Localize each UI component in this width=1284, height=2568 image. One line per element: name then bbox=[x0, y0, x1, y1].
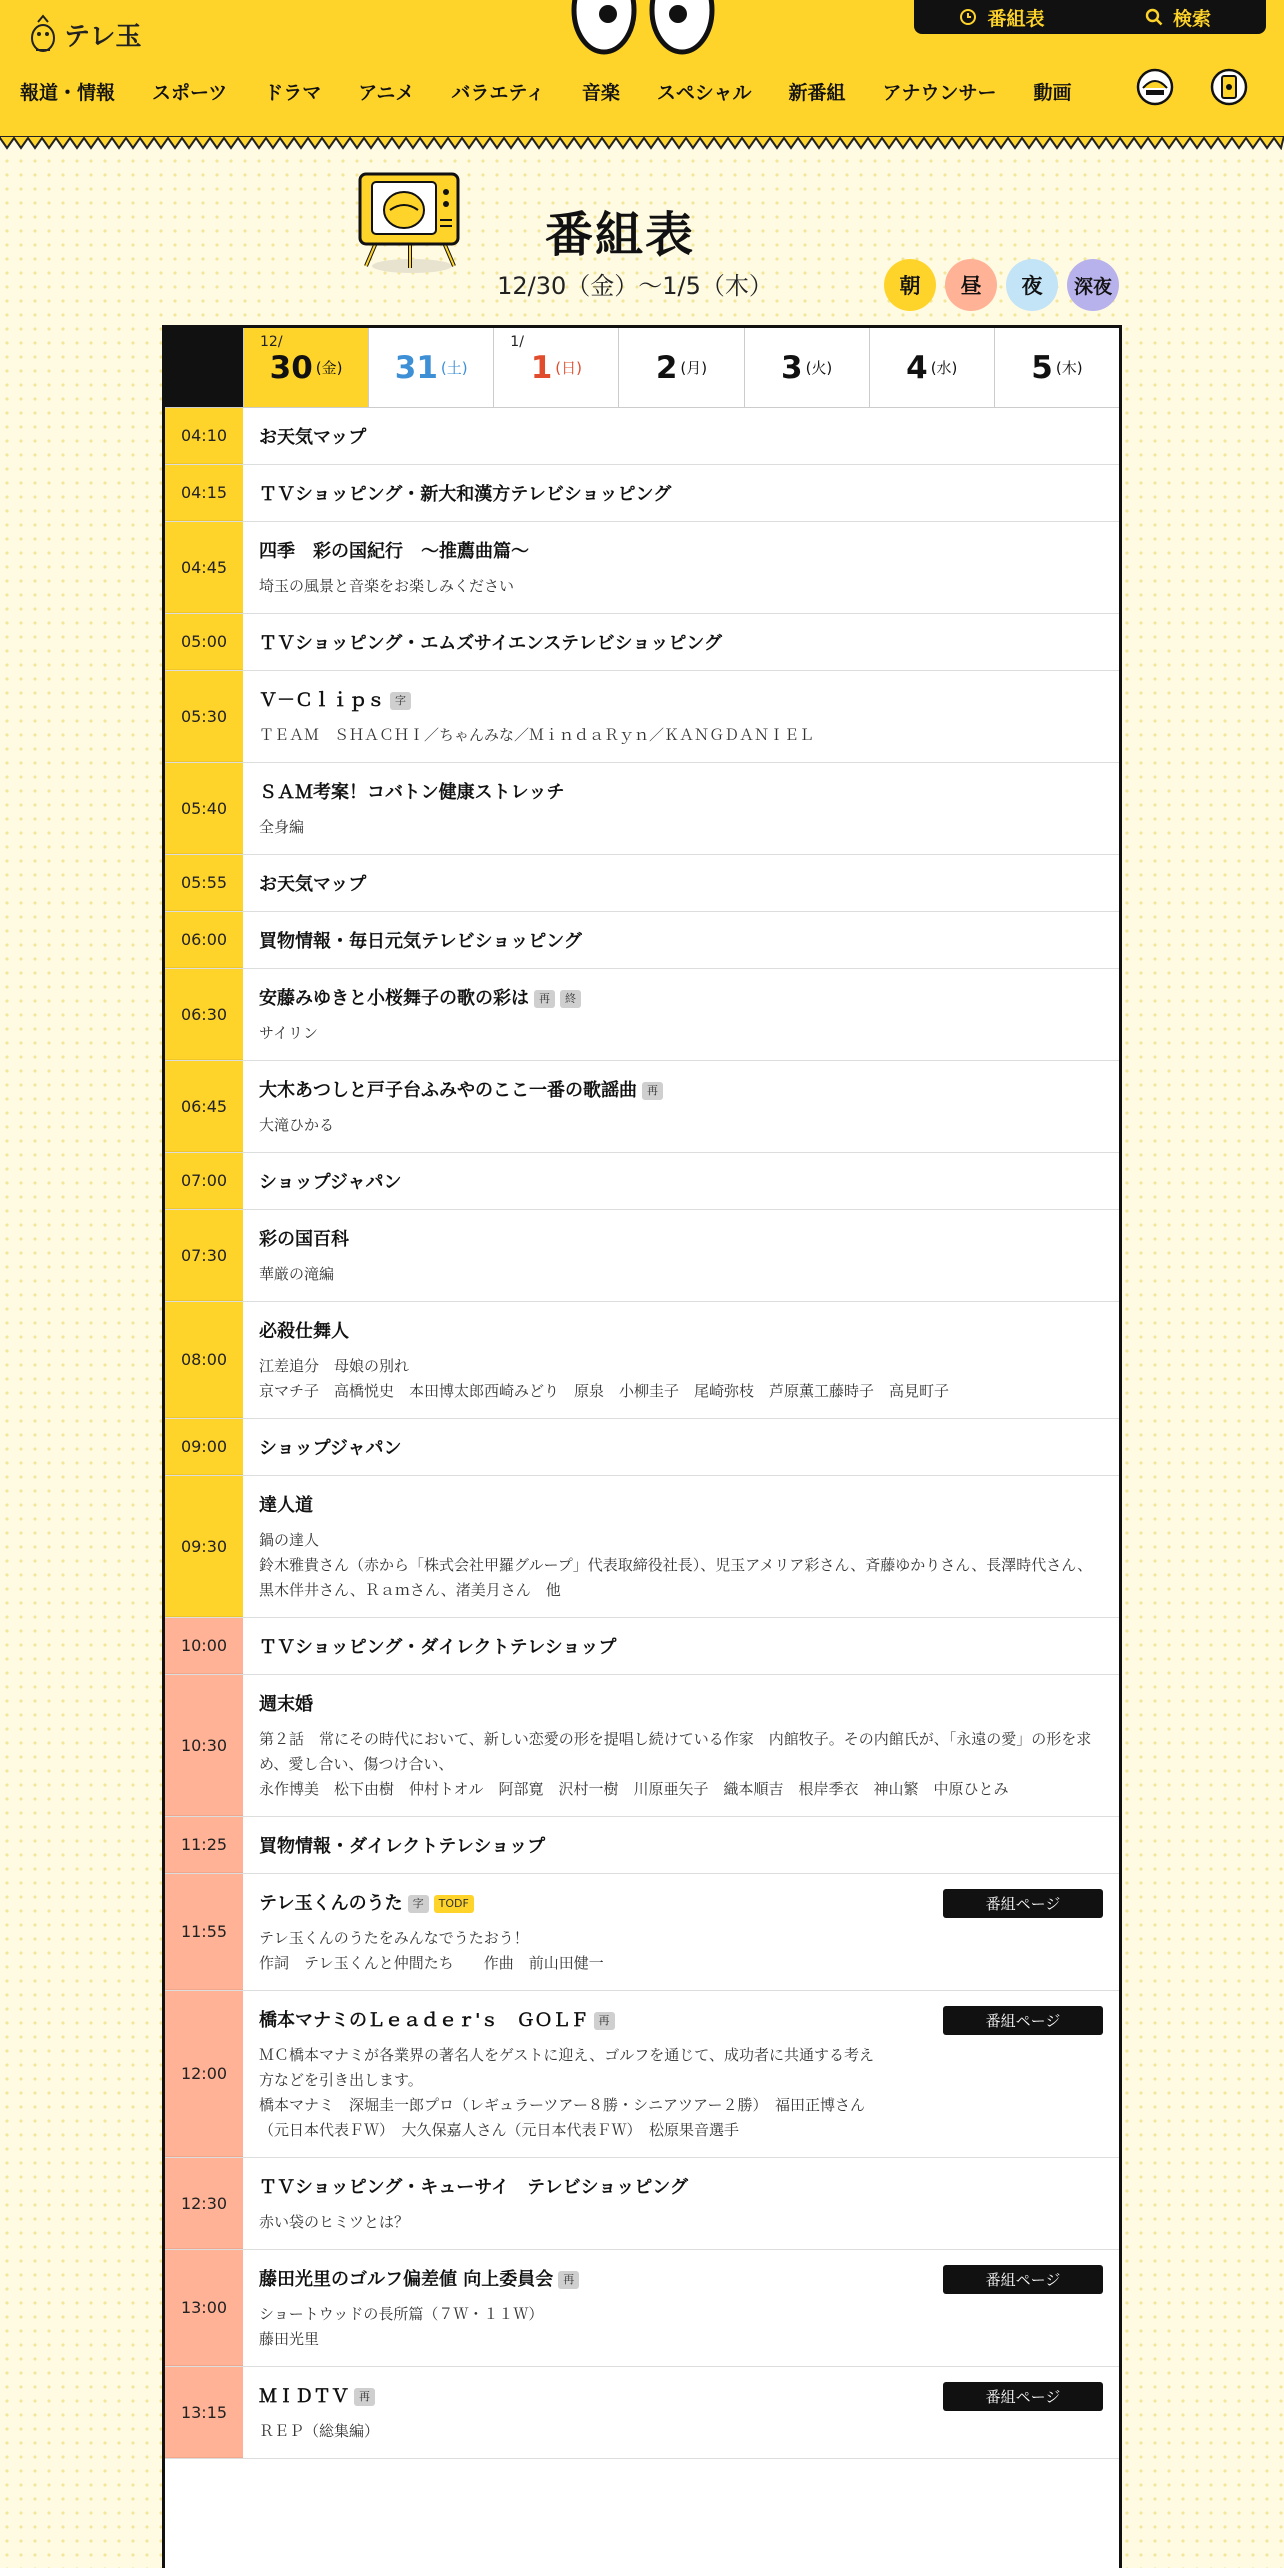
program-description-line: 京マチ子 高橋悦史 本田博太郎西崎みどり 原泉 小柳圭子 尾崎弥枝 芦原薫工藤時子 高見町子 bbox=[259, 1382, 950, 1400]
time-button-morning-label: 朝 bbox=[899, 274, 921, 298]
program-page-button[interactable]: 番組ページ bbox=[943, 2265, 1103, 2294]
program-title-text: 安藤みゆきと小桜舞子の歌の彩は bbox=[259, 988, 529, 1009]
day-tab[interactable] bbox=[994, 328, 1119, 407]
program-description-line: 永作博美 松下由樹 仲村トオル 阿部寛 沢村一樹 川原亜矢子 織本順吉 根岸季衣 神山繁 中原ひとみ bbox=[259, 1780, 1009, 1798]
program-time: 07:30 bbox=[165, 1210, 243, 1301]
nav-item-sports[interactable]: スポーツ bbox=[152, 81, 228, 104]
day-tab[interactable] bbox=[368, 328, 493, 407]
program-time: 08:00 bbox=[165, 1302, 243, 1418]
day-tab[interactable] bbox=[493, 328, 618, 407]
tetamakun-hat-icon[interactable] bbox=[1134, 62, 1176, 108]
program-title-text: テレ玉くんのうた bbox=[259, 1893, 403, 1914]
program-badge: 再 bbox=[642, 1082, 663, 1100]
program-title-text: お天気マップ bbox=[259, 427, 367, 448]
program-body bbox=[243, 1419, 1119, 1475]
day-tab[interactable] bbox=[243, 328, 368, 407]
day-tab[interactable] bbox=[744, 328, 869, 407]
day-tab-weekday: (木) bbox=[1055, 359, 1083, 377]
program-row[interactable] bbox=[165, 1419, 1119, 1476]
program-time: 05:55 bbox=[165, 855, 243, 911]
site-header bbox=[0, 0, 1284, 138]
top-utility-bar bbox=[914, 0, 1266, 34]
program-badge: 終 bbox=[560, 990, 581, 1008]
site-logo[interactable] bbox=[28, 14, 141, 54]
day-tab[interactable] bbox=[618, 328, 743, 407]
program-title[interactable] bbox=[259, 930, 1103, 954]
program-page-button[interactable]: 番組ページ bbox=[943, 2382, 1103, 2411]
day-selector bbox=[165, 328, 1119, 408]
program-body bbox=[243, 1210, 1119, 1301]
program-time: 05:00 bbox=[165, 614, 243, 670]
day-tab-month: 12/ bbox=[260, 334, 283, 350]
program-body bbox=[243, 912, 1119, 968]
program-title-text: ＳＡＭ考案！コバトン健康ストレッチ bbox=[259, 782, 565, 803]
program-description-line: 第２話 常にその時代において、新しい恋愛の形を提唱し続けている作家 内館牧子。その内館氏が、「永遠の愛」の形を求め、愛し合い、傷つけ合い、 bbox=[259, 1730, 1092, 1773]
program-time: 04:10 bbox=[165, 408, 243, 464]
program-description-line: 鍋の達人 bbox=[259, 1531, 320, 1549]
nav-item-videos[interactable]: 動画 bbox=[1033, 81, 1072, 104]
program-description-line: 橋本マナミ 深堀圭一郎プロ（レギュラーツアー８勝・シニアツアー２勝） 福田正博さん（元日本代表ＦＷ） 大久保嘉人さん（元日本代表ＦＷ） 松原果音選手 bbox=[259, 2096, 866, 2139]
program-time: 12:30 bbox=[165, 2158, 243, 2249]
program-time: 11:25 bbox=[165, 1817, 243, 1873]
program-title[interactable] bbox=[259, 2009, 879, 2033]
program-body bbox=[243, 855, 1119, 911]
clock-icon bbox=[959, 8, 977, 26]
program-title-text: ショップジャパン bbox=[259, 1438, 402, 1459]
program-time: 13:15 bbox=[165, 2367, 243, 2458]
time-button-late-night-label: 深夜 bbox=[1073, 275, 1112, 298]
day-tab-weekday: (土) bbox=[440, 359, 468, 377]
logo-text: テレ玉 bbox=[64, 21, 142, 52]
program-title[interactable] bbox=[259, 1228, 1103, 1252]
time-button-daytime[interactable] bbox=[945, 259, 997, 311]
page-title: 番組表 bbox=[544, 207, 695, 263]
schedule-table bbox=[162, 325, 1122, 2568]
program-time: 10:30 bbox=[165, 1675, 243, 1816]
program-title-text: 買物情報・毎日元気テレビショッピング bbox=[259, 931, 582, 952]
program-badge: 字 bbox=[408, 1895, 429, 1913]
program-description-line: ショートウッドの長所篇（７Ｗ・１１Ｗ） bbox=[259, 2305, 544, 2323]
program-time: 13:00 bbox=[165, 2250, 243, 2366]
program-title[interactable] bbox=[259, 873, 1103, 897]
program-row[interactable] bbox=[165, 1210, 1119, 1302]
nav-item-news[interactable]: 報道・情報 bbox=[20, 81, 116, 104]
program-row[interactable] bbox=[165, 1817, 1119, 1874]
header-zigzag-edge bbox=[0, 136, 1284, 150]
program-body bbox=[243, 522, 1119, 613]
program-description-line: 藤田光里 bbox=[259, 2330, 320, 2348]
program-body bbox=[243, 1061, 1119, 1152]
program-title-text: 彩の国百科 bbox=[259, 1229, 349, 1250]
day-tab-weekday: (火) bbox=[805, 359, 833, 377]
program-body bbox=[243, 465, 1119, 521]
mascot-eyes-icon bbox=[568, 0, 718, 60]
tetamakun-phone-icon[interactable] bbox=[1208, 62, 1250, 108]
program-title[interactable] bbox=[259, 2385, 879, 2409]
time-button-night[interactable] bbox=[1006, 259, 1058, 311]
program-row[interactable] bbox=[165, 855, 1119, 912]
program-description-line: 大滝ひかる bbox=[259, 1116, 335, 1134]
day-tab-number: 30 bbox=[269, 349, 313, 386]
program-row[interactable] bbox=[165, 763, 1119, 855]
program-description-line: サイリン bbox=[259, 1024, 318, 1042]
program-body bbox=[243, 1817, 1119, 1873]
program-title[interactable] bbox=[259, 1437, 1103, 1461]
day-tab-weekday: (日) bbox=[555, 359, 582, 377]
program-description bbox=[259, 1021, 1103, 1046]
nav-item-music[interactable]: 音楽 bbox=[581, 81, 620, 104]
program-row[interactable] bbox=[165, 408, 1119, 465]
program-time: 04:45 bbox=[165, 522, 243, 613]
program-title-text: 達人道 bbox=[259, 1495, 313, 1516]
schedule-link-label: 番組表 bbox=[987, 7, 1045, 30]
program-body bbox=[243, 2158, 1119, 2249]
program-title[interactable] bbox=[259, 1320, 1103, 1344]
day-tab-weekday: (水) bbox=[930, 359, 958, 377]
nav-item-drama[interactable]: ドラマ bbox=[264, 81, 322, 104]
program-row[interactable] bbox=[165, 1874, 1119, 1991]
search-link-label: 検索 bbox=[1172, 7, 1211, 30]
program-description-line: 江差追分 母娘の別れ bbox=[259, 1357, 410, 1375]
program-body bbox=[243, 1874, 1119, 1990]
program-time: 12:00 bbox=[165, 1991, 243, 2157]
program-description bbox=[259, 1354, 1103, 1404]
program-body bbox=[243, 671, 1119, 762]
nav-item-special[interactable]: スペシャル bbox=[656, 81, 752, 104]
program-description bbox=[259, 1926, 879, 1976]
program-title-text: ＭＩＤＴＶ bbox=[259, 2386, 349, 2407]
program-description bbox=[259, 2302, 879, 2352]
program-description bbox=[259, 2210, 1103, 2235]
program-row[interactable] bbox=[165, 1061, 1119, 1153]
program-body bbox=[243, 2367, 1119, 2458]
search-icon bbox=[1145, 8, 1163, 26]
program-description-line: 埼玉の風景と音楽をお楽しみください bbox=[259, 577, 515, 595]
program-badge: 再 bbox=[558, 2271, 579, 2289]
program-page-button[interactable]: 番組ページ bbox=[943, 2006, 1103, 2035]
day-tab-number: 4 bbox=[906, 349, 928, 386]
program-title[interactable] bbox=[259, 483, 1103, 507]
tetamakun-logo-icon bbox=[28, 14, 58, 54]
program-row[interactable] bbox=[165, 2367, 1119, 2459]
schedule-link[interactable] bbox=[914, 0, 1090, 34]
program-title[interactable] bbox=[259, 426, 1103, 450]
program-row[interactable] bbox=[165, 671, 1119, 763]
nav-item-variety[interactable]: バラエティ bbox=[451, 81, 545, 104]
time-button-night-label: 夜 bbox=[1021, 274, 1043, 298]
program-time: 09:00 bbox=[165, 1419, 243, 1475]
program-title-text: お天気マップ bbox=[259, 874, 367, 895]
search-link[interactable] bbox=[1090, 0, 1266, 34]
program-row[interactable] bbox=[165, 522, 1119, 614]
program-description bbox=[259, 574, 1103, 599]
program-title-text: 週末婚 bbox=[259, 1694, 313, 1715]
program-title-text: ＴＶショッピング・新大和漢方テレビショッピング bbox=[259, 484, 672, 505]
program-title-text: 藤田光里のゴルフ偏差値 向上委員会 bbox=[259, 2269, 554, 2290]
program-body bbox=[243, 969, 1119, 1060]
program-row[interactable] bbox=[165, 969, 1119, 1061]
program-description bbox=[259, 1727, 1103, 1802]
day-tab-month: 1/ bbox=[510, 334, 524, 350]
program-title[interactable] bbox=[259, 1892, 879, 1916]
program-body bbox=[243, 408, 1119, 464]
program-time: 11:55 bbox=[165, 1874, 243, 1990]
time-button-late-night[interactable] bbox=[1067, 259, 1119, 311]
program-page-button[interactable]: 番組ページ bbox=[943, 1889, 1103, 1918]
program-description bbox=[259, 815, 1103, 840]
program-title[interactable] bbox=[259, 689, 1103, 713]
program-title[interactable] bbox=[259, 1636, 1103, 1660]
time-button-morning[interactable] bbox=[884, 259, 936, 311]
time-button-daytime-label: 昼 bbox=[960, 274, 982, 298]
program-title[interactable] bbox=[259, 2268, 879, 2292]
program-body bbox=[243, 1476, 1119, 1617]
program-badge: 再 bbox=[594, 2012, 615, 2030]
program-badge: TODF bbox=[434, 1895, 474, 1913]
main-nav bbox=[20, 70, 1109, 112]
program-row[interactable] bbox=[165, 465, 1119, 522]
program-description bbox=[259, 2419, 879, 2444]
program-row[interactable] bbox=[165, 2250, 1119, 2367]
program-title-text: ＴＶショッピング・エムズサイエンステレビショッピング bbox=[259, 633, 722, 654]
program-title-text: 橋本マナミのＬｅａｄｅｒ'ｓ ＧＯＬＦ bbox=[259, 2010, 589, 2031]
program-title-text: 大木あつしと戸子台ふみやのここ一番の歌謡曲 bbox=[259, 1080, 637, 1101]
program-description-line: 赤い袋のヒミツとは？ bbox=[259, 2213, 410, 2231]
program-body bbox=[243, 614, 1119, 670]
program-time: 06:30 bbox=[165, 969, 243, 1060]
program-title[interactable] bbox=[259, 1835, 1103, 1859]
program-description bbox=[259, 1262, 1103, 1287]
program-title[interactable] bbox=[259, 540, 1103, 564]
program-title-text: 必殺仕舞人 bbox=[259, 1321, 349, 1342]
program-body bbox=[243, 1153, 1119, 1209]
program-time: 05:30 bbox=[165, 671, 243, 762]
program-description-line: 華厳の滝編 bbox=[259, 1265, 335, 1283]
program-badge: 再 bbox=[354, 2388, 375, 2406]
day-tab-weekday: (月) bbox=[680, 359, 708, 377]
program-title[interactable] bbox=[259, 1494, 1103, 1518]
program-title[interactable] bbox=[259, 632, 1103, 656]
nav-item-new-programs[interactable]: 新番組 bbox=[788, 81, 846, 104]
program-description bbox=[259, 723, 1103, 748]
nav-item-announcers[interactable]: アナウンサー bbox=[882, 81, 997, 104]
day-tab-number: 2 bbox=[655, 349, 678, 386]
program-time: 10:00 bbox=[165, 1618, 243, 1674]
program-row[interactable] bbox=[165, 1476, 1119, 1618]
program-description-line: 鈴木雅貴さん（赤から「株式会社甲羅グループ」代表取締役社長）、児玉アメリア彩さん、斉藤ゆかりさん、長澤時代さん、黒木伴井さん、Ｒａｍさん、渚美月さん 他 bbox=[259, 1556, 1093, 1599]
program-title-text: ＴＶショッピング・ダイレクトテレショップ bbox=[259, 1637, 617, 1658]
program-badge: 再 bbox=[534, 990, 555, 1008]
program-description-line: ＴＥＡＭ ＳＨＡＣＨＩ／ちゃんみな／ＭｉｎｄａＲｙｎ／ＫＡＮＧＤＡＮＩＥＬ bbox=[259, 726, 815, 744]
program-title-text: 買物情報・ダイレクトテレショップ bbox=[259, 1836, 546, 1857]
program-body bbox=[243, 1618, 1119, 1674]
program-time: 07:00 bbox=[165, 1153, 243, 1209]
day-tab[interactable] bbox=[869, 328, 994, 407]
program-body bbox=[243, 2250, 1119, 2366]
date-range: 12/30（金）〜1/5（木） bbox=[497, 272, 773, 300]
program-description-line: ＲＥＰ（総集編） bbox=[259, 2422, 380, 2440]
program-title[interactable] bbox=[259, 781, 1103, 805]
program-description bbox=[259, 1528, 1103, 1603]
program-row[interactable] bbox=[165, 1153, 1119, 1210]
program-list bbox=[165, 408, 1119, 2459]
program-time: 06:45 bbox=[165, 1061, 243, 1152]
program-title-text: ショップジャパン bbox=[259, 1172, 402, 1193]
program-description bbox=[259, 1113, 1103, 1138]
program-time: 06:00 bbox=[165, 912, 243, 968]
day-tab-number: 3 bbox=[780, 349, 803, 386]
tv-mascot-icon bbox=[350, 166, 468, 274]
program-row[interactable] bbox=[165, 1675, 1119, 1817]
program-description-line: テレ玉くんのうたをみんなでうたおう！ bbox=[259, 1929, 529, 1947]
day-selector-corner bbox=[165, 328, 243, 407]
day-tab-number: 5 bbox=[1031, 349, 1053, 386]
program-title[interactable] bbox=[259, 1171, 1103, 1195]
program-time: 09:30 bbox=[165, 1476, 243, 1617]
program-row[interactable] bbox=[165, 1618, 1119, 1675]
program-time: 05:40 bbox=[165, 763, 243, 854]
program-row[interactable] bbox=[165, 2158, 1119, 2250]
program-title[interactable] bbox=[259, 1693, 1103, 1717]
program-title-text: ＴＶショッピング・キューサイ テレビショッピング bbox=[259, 2177, 688, 2198]
program-row[interactable] bbox=[165, 912, 1119, 969]
program-title[interactable] bbox=[259, 987, 1103, 1011]
program-body bbox=[243, 1675, 1119, 1816]
program-row[interactable] bbox=[165, 614, 1119, 671]
program-badge: 字 bbox=[390, 692, 411, 710]
program-description bbox=[259, 2043, 879, 2143]
day-tab-number: 31 bbox=[394, 349, 438, 386]
day-tab-weekday: (金) bbox=[315, 359, 343, 377]
program-time: 04:15 bbox=[165, 465, 243, 521]
program-description-line: 作詞 テレ玉くんと仲間たち 作曲 前山田健一 bbox=[259, 1954, 604, 1972]
nav-item-anime[interactable]: アニメ bbox=[358, 81, 415, 104]
program-body bbox=[243, 763, 1119, 854]
program-title-text: Ｖ－Ｃｌｉｐｓ bbox=[259, 690, 385, 711]
program-title[interactable] bbox=[259, 1079, 1103, 1103]
program-title-text: 四季 彩の国紀行 ～推薦曲篇～ bbox=[259, 541, 529, 562]
program-row[interactable] bbox=[165, 1991, 1119, 2158]
program-body bbox=[243, 1302, 1119, 1418]
program-title[interactable] bbox=[259, 2176, 1103, 2200]
day-tab-number: 1 bbox=[530, 349, 553, 386]
program-body bbox=[243, 1991, 1119, 2157]
program-description-line: 全身編 bbox=[259, 818, 305, 836]
program-description-line: ＭＣ橋本マナミが各業界の著名人をゲストに迎え、ゴルフを通じて、成功者に共通する考え方などを引き出します。 bbox=[259, 2046, 875, 2089]
program-row[interactable] bbox=[165, 1302, 1119, 1419]
